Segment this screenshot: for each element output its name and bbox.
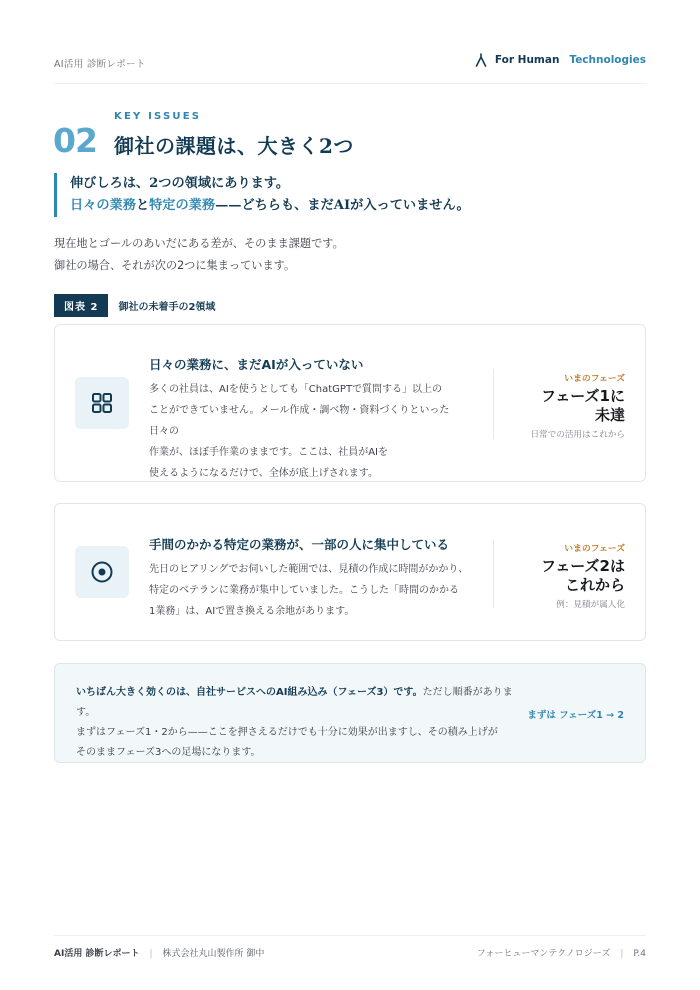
priority-note [54, 663, 646, 763]
issue-description-line: 特定のベテランに業務が集中していました。こうした「時間のかかる [149, 585, 459, 596]
lead-line-2 [70, 195, 646, 217]
footer-divider [54, 935, 646, 936]
phase-status [495, 371, 625, 440]
section-number: 02 [53, 121, 97, 160]
phase-value-line: 未達 [594, 406, 625, 424]
lead-quote [54, 173, 646, 217]
priority-note-line [76, 683, 526, 723]
issue-title: 日々の業務に、まだAIが入っていない [149, 357, 364, 372]
priority-note-line: まずはフェーズ1・2から——ここを押さえるだけでも十分に効果が出ますし、その積み上げが [76, 727, 498, 738]
phase-value-line: これから [564, 576, 625, 594]
phase-value [495, 557, 625, 595]
lead-rest: ——どちらも、まだAIが入っていません。 [215, 198, 470, 213]
lead-highlight-specific: 特定の業務 [149, 198, 216, 213]
priority-note-text [76, 683, 526, 763]
card-divider [493, 540, 494, 608]
footer-separator: | [620, 949, 624, 959]
section-title: 御社の課題は、大きく2つ [114, 134, 354, 158]
intro-line-2: 御社の場合、それが次の2つに集まっています。 [54, 259, 296, 272]
page-number: P.4 [633, 949, 646, 959]
issue-icon-box [75, 546, 129, 598]
issue-description [149, 379, 469, 484]
figure-label [54, 294, 215, 317]
lead-highlight-daily: 日々の業務 [70, 198, 136, 213]
phase-note: 例：見積が属人化 [556, 600, 625, 610]
intro-paragraph [54, 233, 344, 277]
phase-value [495, 387, 625, 425]
issue-title: 手間のかかる特定の業務が、一部の人に集中している [149, 537, 450, 552]
priority-note-emphasis: いちばん大きく効くのは、自社サービスへのAI組み込み（フェーズ3）です。 [76, 687, 423, 698]
issue-description-line: 1業務」は、AIで置き換える余地があります。 [149, 606, 355, 617]
issue-icon-box [75, 377, 129, 429]
footer-client: 株式会社丸山製作所 御中 [162, 949, 265, 959]
issue-description-line: 使えるようになるだけで、全体が底上げされます。 [149, 468, 378, 479]
issue-description-line: ことができていません。メール作成・調べ物・資料づくりといった日々の [149, 405, 450, 437]
issue-description-line: 作業が、ほぼ手作業のままです。ここは、社員がAIを [149, 447, 388, 458]
priority-note-rest: ただし順番があります。 [76, 687, 513, 718]
issue-card-daily-work [54, 324, 646, 482]
issue-description-line: 多くの社員は、AIを使うとしても「ChatGPTで質問する」以上の [149, 384, 443, 395]
footer-separator: | [149, 949, 153, 959]
header-report-label: AI活用 診断レポート [54, 59, 146, 70]
phase-value-line: フェーズ2は [541, 557, 625, 575]
issue-description [149, 559, 469, 622]
lead-line-1: 伸びしろは、2つの領域にあります。 [70, 176, 290, 191]
brand-name-secondary: Technologies [569, 54, 646, 66]
issue-card-specific-work [54, 503, 646, 641]
brand-logo-icon [475, 53, 487, 67]
lead-connector: と [135, 198, 150, 213]
footer-left [54, 946, 264, 959]
header-divider [54, 83, 646, 84]
intro-line-1: 現在地とゴールのあいだにある差が、そのまま課題です。 [54, 237, 344, 250]
phase-label: いまのフェーズ [564, 544, 625, 554]
grid-icon [91, 392, 113, 414]
header-brand [475, 53, 646, 67]
priority-note-line: そのままフェーズ3への足場になります。 [76, 747, 261, 758]
footer-report-label: AI活用 診断レポート [54, 949, 140, 959]
phase-note: 日常での活用はこれから [530, 430, 625, 440]
next-step-label: まずは フェーズ1 → 2 [527, 710, 624, 721]
brand-name-primary: For Human [494, 54, 560, 66]
figure-caption: 御社の未着手の2領域 [118, 302, 216, 313]
target-icon [90, 560, 114, 584]
issue-description-line: 先日のヒアリングでお伺いした範囲では、見積の作成に時間がかかり、 [149, 564, 469, 575]
section-kicker: KEY ISSUES [114, 111, 202, 122]
phase-status [495, 541, 625, 610]
card-divider [493, 369, 494, 439]
footer-company: フォーヒューマンテクノロジーズ [476, 949, 611, 959]
phase-label: いまのフェーズ [564, 374, 625, 384]
phase-value-line: フェーズ1に [541, 387, 625, 405]
figure-tag: 図表 2 [54, 294, 108, 317]
footer-right [477, 946, 646, 959]
